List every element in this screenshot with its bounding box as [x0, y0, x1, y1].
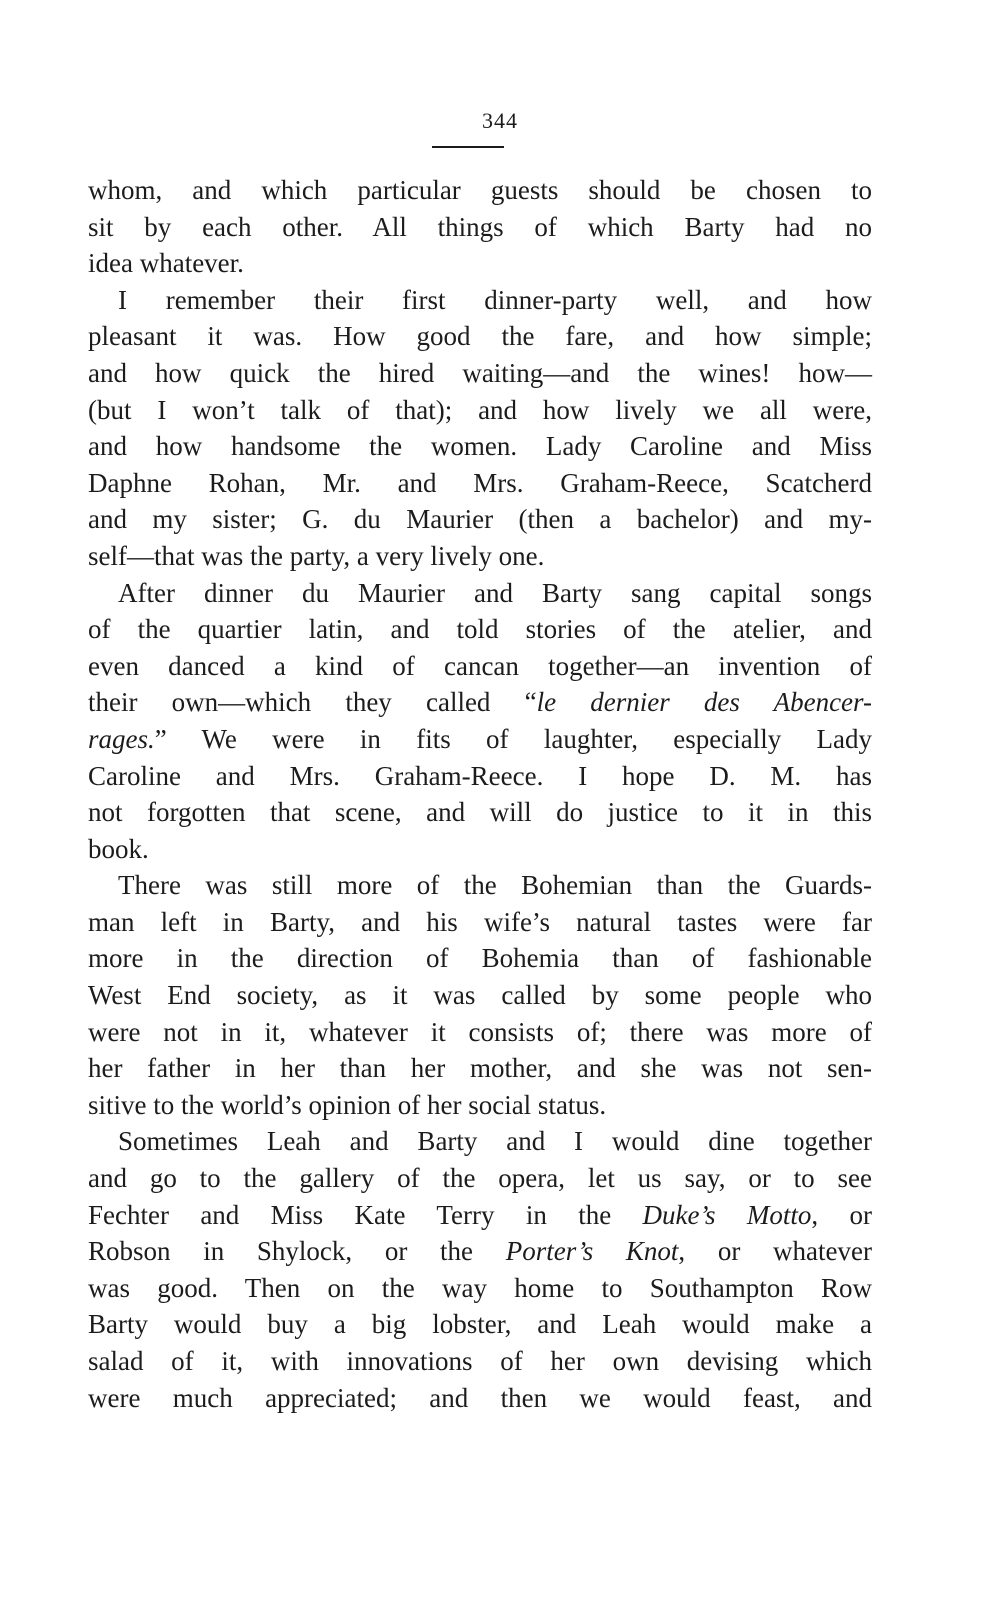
- text-line: West End society, as it was called by some people who: [88, 980, 872, 1011]
- text-line-italic: Fechter and Miss Kate Terry in the Duke’s Motto, or: [88, 1199, 872, 1230]
- text-line: even danced a kind of cancan together—an invention of: [88, 650, 872, 681]
- text-line: Daphne Rohan, Mr. and Mrs. Graham-Reece, Scatcherd: [88, 467, 872, 498]
- text-line: self—that was the party, a very lively one.: [88, 540, 545, 571]
- page-number-rule: [432, 146, 504, 148]
- body-text: [88, 172, 872, 1416]
- text-line: There was still more of the Bohemian than the Guards-: [118, 870, 872, 901]
- text-line: idea whatever.: [88, 248, 244, 279]
- text-line: and how handsome the women. Lady Caroline and Miss: [88, 431, 872, 462]
- text-line: Sometimes Leah and Barty and I would dine together: [118, 1126, 872, 1157]
- text-line: book.: [88, 833, 149, 864]
- text-line: of the quartier latin, and told stories of the atelier, and: [88, 614, 872, 645]
- text-line: whom, and which particular guests should be chosen to: [88, 175, 872, 205]
- text-line: sit by each other. All things of which Barty had no: [88, 211, 872, 242]
- text-line-italic: Robson in Shylock, or the Porter’s Knot, or whatever: [88, 1236, 872, 1267]
- text-line-italic: rages.” We were in fits of laughter, especially Lady: [88, 723, 872, 754]
- text-line: salad of it, with innovations of her own devising which: [88, 1346, 872, 1376]
- text-line: sitive to the world’s opinion of her social status.: [88, 1089, 607, 1120]
- text-line: Caroline and Mrs. Graham-Reece. I hope D. M. has: [88, 760, 872, 791]
- text-line: and how quick the hired waiting—and the wines! how—: [88, 357, 872, 388]
- text-line: her father in her than her mother, and she was not sen-: [88, 1053, 872, 1084]
- text-line: not forgotten that scene, and will do justice to it in this: [88, 797, 872, 828]
- page-number: 344: [482, 108, 518, 133]
- text-line: pleasant it was. How good the fare, and how simple;: [88, 321, 872, 352]
- text-line: more in the direction of Bohemia than of fashionable: [88, 943, 872, 974]
- text-line: was good. Then on the way home to Southampton Row: [88, 1272, 872, 1303]
- text-line-italic: their own—which they called “le dernier des Abencer-: [88, 687, 872, 718]
- text-line: Barty would buy a big lobster, and Leah would make a: [88, 1309, 872, 1340]
- text-line: and my sister; G. du Maurier (then a bachelor) and my-: [88, 504, 872, 535]
- text-line: (but I won’t talk of that); and how lively we all were,: [88, 394, 872, 425]
- text-line: After dinner du Maurier and Barty sang capital songs: [118, 577, 872, 608]
- text-line: and go to the gallery of the opera, let us say, or to see: [88, 1163, 872, 1194]
- text-line: man left in Barty, and his wife’s natural tastes were far: [88, 906, 872, 937]
- text-line: I remember their first dinner-party well, and how: [118, 284, 872, 315]
- text-line: were much appreciated; and then we would feast, and: [88, 1382, 872, 1413]
- text-line: were not in it, whatever it consists of; there was more of: [88, 1016, 872, 1047]
